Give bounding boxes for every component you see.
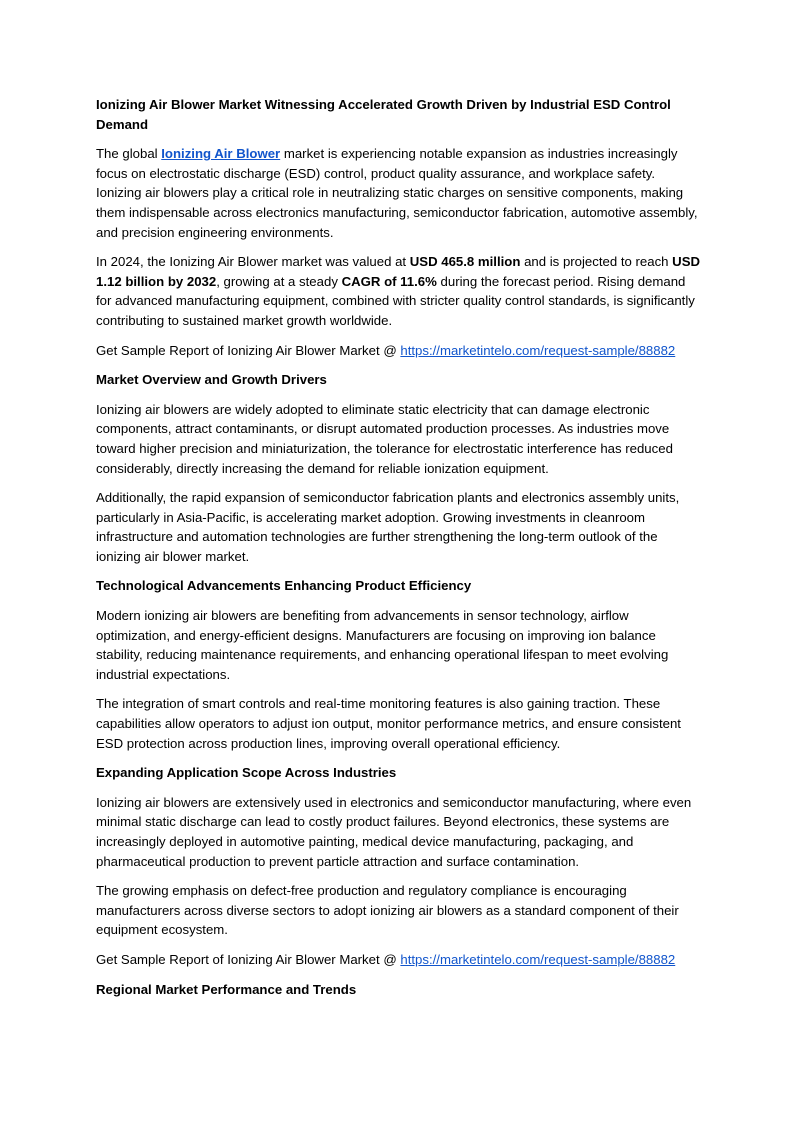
document-page: [96, 95, 700, 1009]
heading-market-overview: Market Overview and Growth Drivers: [96, 372, 327, 388]
product-link[interactable]: Ionizing Air Blower: [161, 146, 281, 162]
heading-regional-performance: Regional Market Performance and Trends: [96, 981, 357, 997]
sample-report-text-1: Get Sample Report of Ionizing Air Blower Market @: [96, 342, 401, 358]
heading-technological-advancements: Technological Advancements Enhancing Product Efficiency: [96, 578, 472, 594]
intro-lead-text: The global: [96, 146, 162, 162]
applications-paragraph-1: Ionizing air blowers are extensively used in electronics and semiconductor manufacturing, where even minimal static discharge can lead to costly product failures. Beyond electronics, these systems are increasingly deployed in automotive painting, medical device manufacturing, packaging, and pharmaceutical production to prevent particle attraction and surface contamination.: [96, 794, 692, 869]
applications-paragraph-2: The growing emphasis on defect-free production and regulatory compliance is encouraging manufacturers across diverse sectors to adopt ionizing air blowers as a standard component of their equipment ecosystem.: [96, 883, 679, 938]
intro-rest-text: market is experiencing notable expansion as industries increasingly focus on electrostatic discharge (ESD) control, product quality assurance, and workplace safety. Ionizing air blowers play a critical role in neutralizing static charges on sensitive components, making them indispensable across electronics manufacturing, semiconductor fabrication, automotive assembly, and precision engineering environments.: [96, 146, 698, 240]
sample-report-cta-1: [96, 341, 700, 361]
valuation-text-2: and is projected to reach: [520, 254, 673, 270]
valuation-2032-value: USD 1.12 billion by 2032: [96, 254, 701, 289]
heading-application-scope: Expanding Application Scope Across Industries: [96, 765, 397, 781]
sample-report-text-2: Get Sample Report of Ionizing Air Blower Market @: [96, 951, 401, 967]
sample-report-cta-2: [96, 950, 700, 970]
valuation-paragraph: [96, 252, 700, 330]
valuation-text-4: during the forecast period. Rising demand for advanced manufacturing equipment, combined with stricter quality control standards, is significantly contributing to sustained market growth worldwide.: [96, 273, 695, 328]
tech-paragraph-2: The integration of smart controls and real-time monitoring features is also gaining traction. These capabilities allow operators to adjust ion output, monitor performance metrics, and ensure consistent ESD protection across production lines, improving overall operational efficiency.: [96, 696, 681, 751]
sample-report-link-2[interactable]: https://marketintelo.com/request-sample/88882: [400, 951, 676, 967]
tech-paragraph-1: Modern ionizing air blowers are benefiting from advancements in sensor technology, airflow optimization, and energy-efficient designs. Manufacturers are focusing on improving ion balance stability, reducing maintenance requirements, and enhancing operational lifespan to meet evolving industrial expectations.: [96, 608, 669, 682]
article-title: Ionizing Air Blower Market Witnessing Accelerated Growth Driven by Industrial ESD Control Demand: [96, 97, 671, 132]
valuation-2024-value: USD 465.8 million: [409, 254, 521, 270]
valuation-text-3: , growing at a steady: [216, 273, 342, 289]
sample-report-link-1[interactable]: https://marketintelo.com/request-sample/88882: [400, 342, 676, 358]
overview-paragraph-2: Additionally, the rapid expansion of semiconductor fabrication plants and electronics assembly units, particularly in Asia-Pacific, is accelerating market adoption. Growing investments in cleanroom infrastructure and automation technologies are further strengthening the long-term outlook of the ionizing air blower market.: [96, 490, 680, 564]
valuation-cagr: CAGR of 11.6%: [341, 273, 437, 289]
intro-paragraph: [96, 144, 700, 242]
valuation-text-1: In 2024, the Ionizing Air Blower market was valued at: [96, 254, 410, 270]
overview-paragraph-1: Ionizing air blowers are widely adopted to eliminate static electricity that can damage electronic components, attract contaminants, or disrupt automated production processes. As industries move toward higher precision and miniaturization, the tolerance for electrostatic interference has reduced considerably, directly increasing the demand for reliable ionization equipment.: [96, 401, 673, 476]
